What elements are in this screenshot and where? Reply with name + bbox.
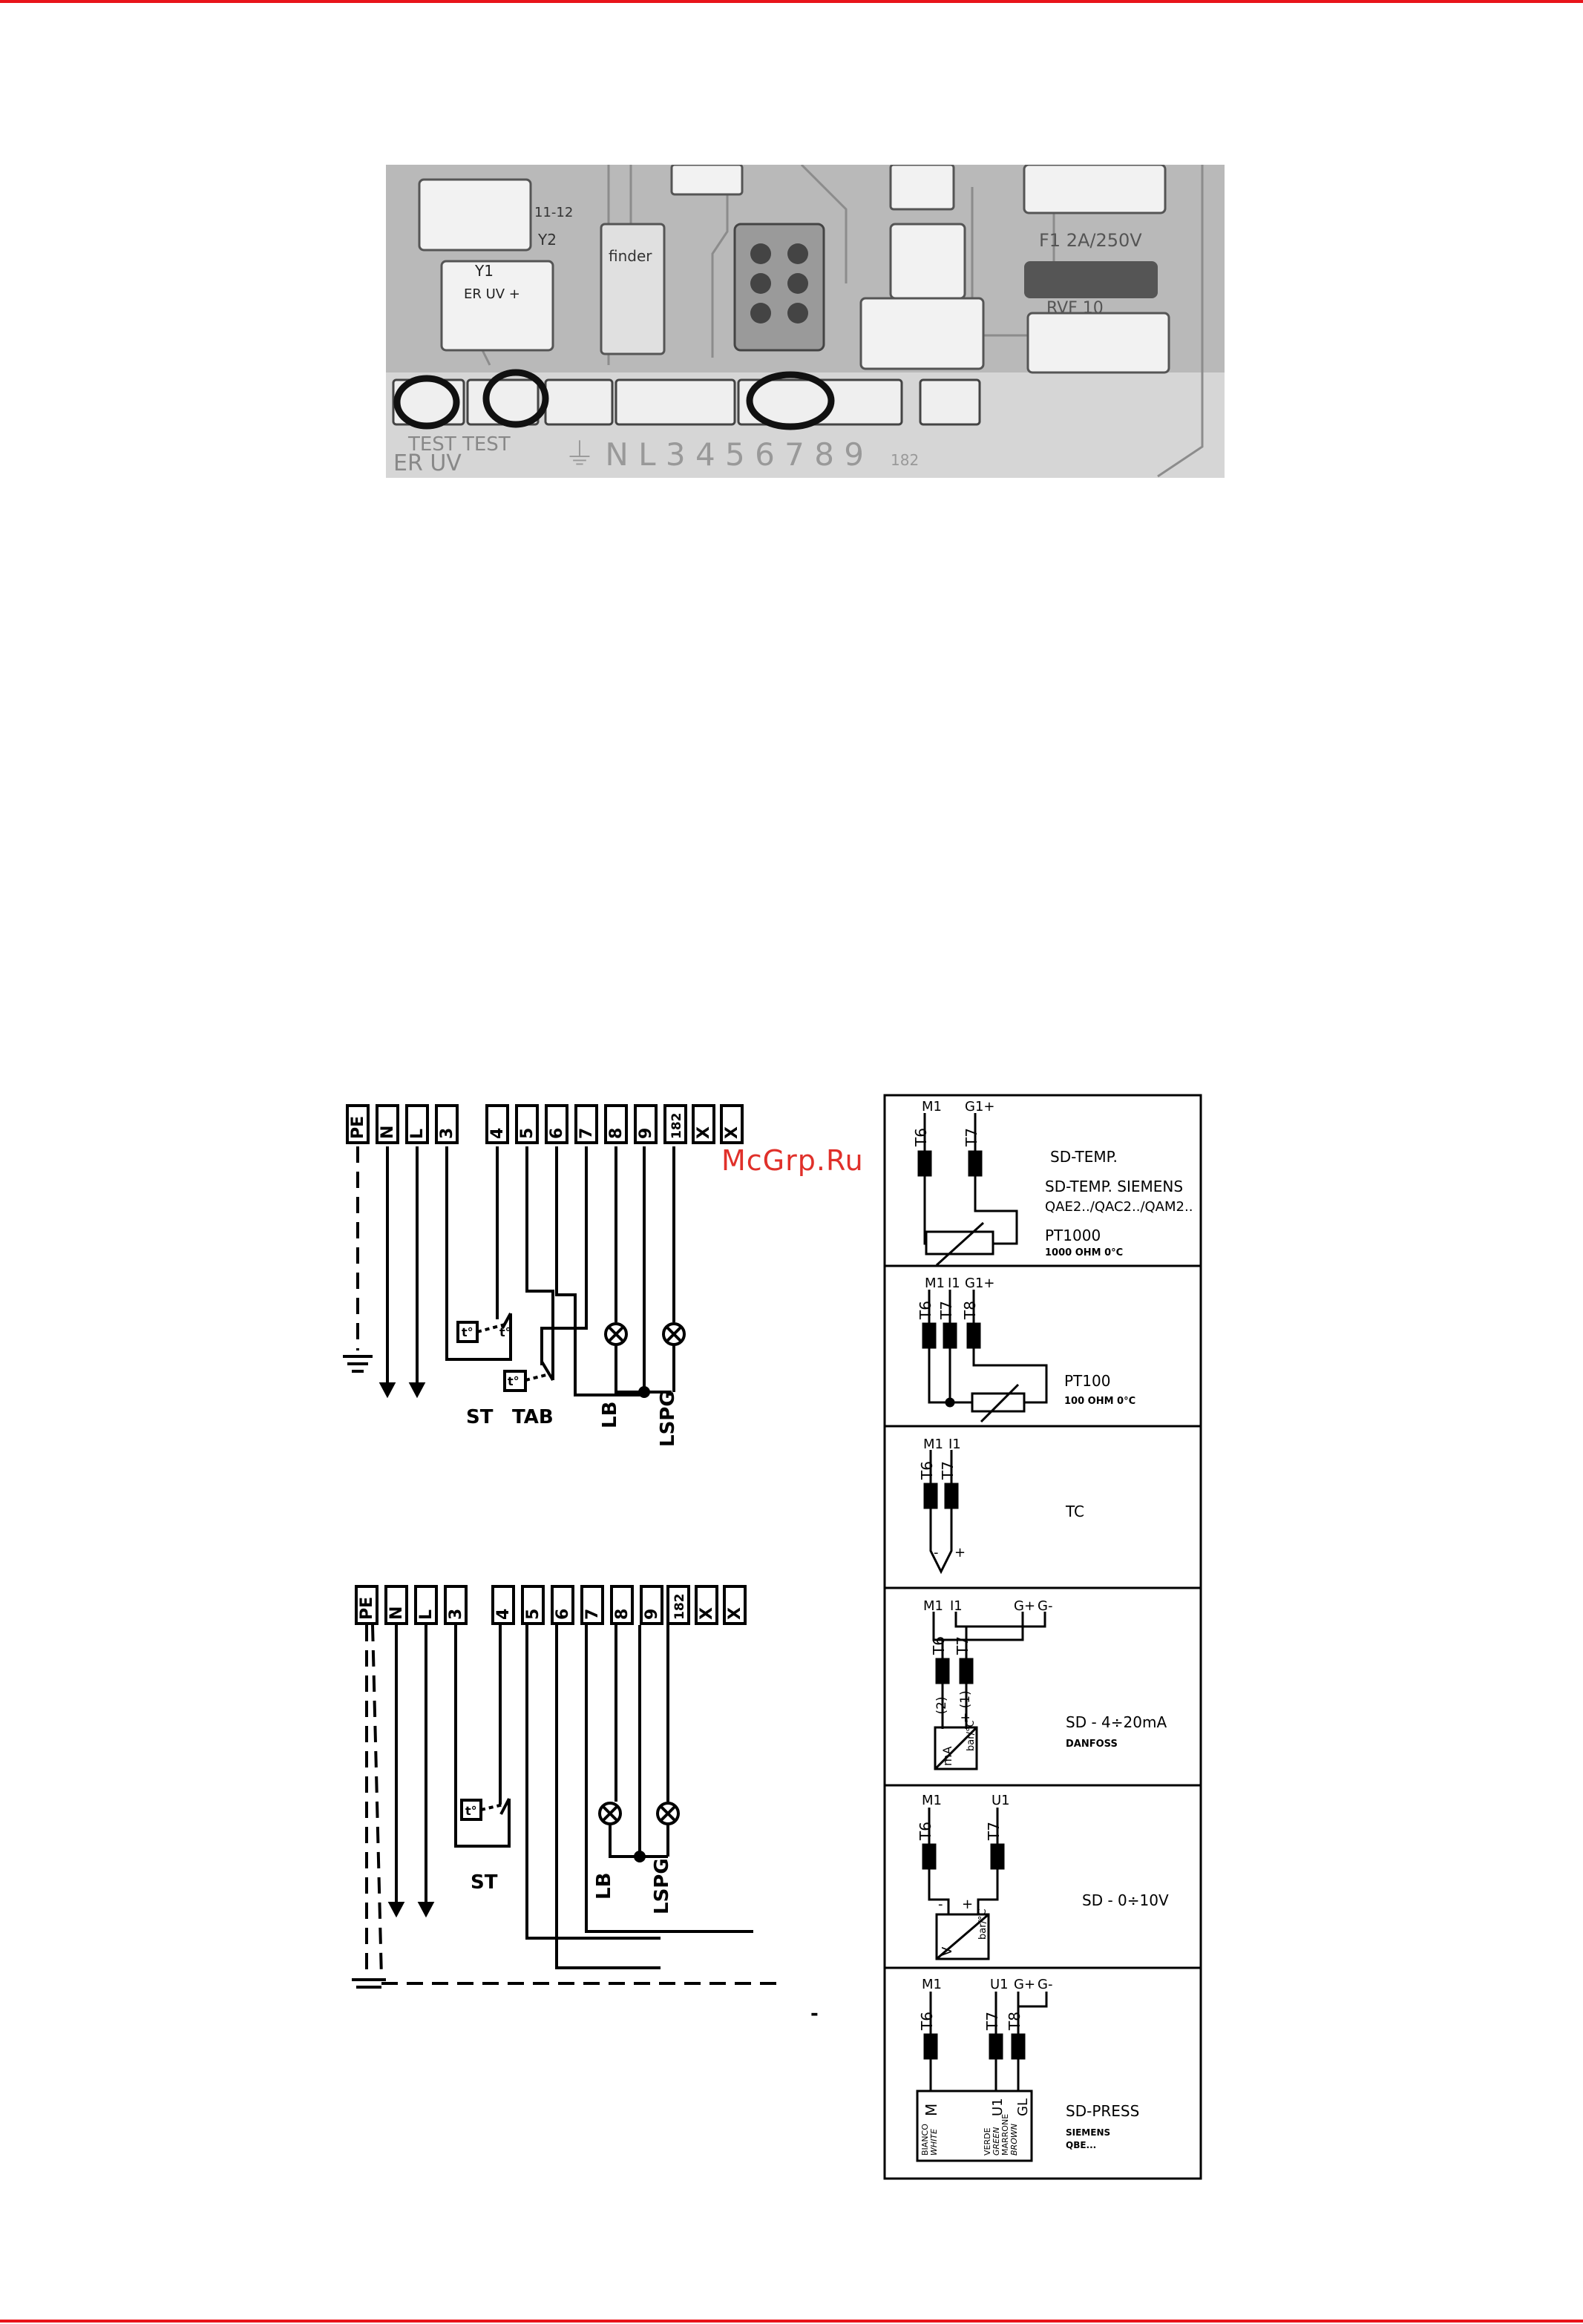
s5-minus: - bbox=[938, 1897, 943, 1912]
s1-term-g1: G1+ bbox=[965, 1099, 995, 1115]
terminal-182-label: 182 bbox=[891, 451, 920, 469]
bottom-terminal-label: 182 bbox=[672, 1593, 687, 1620]
s5-unit-bar: bar/°C bbox=[977, 1908, 989, 1940]
s2-wire-t8: T8 bbox=[961, 1301, 979, 1319]
s3-plus: + bbox=[954, 1545, 966, 1560]
bottom-terminal-label: N bbox=[387, 1606, 406, 1620]
top-terminal-label: 6 bbox=[548, 1127, 566, 1139]
s3-wire-t6: T6 bbox=[918, 1461, 936, 1480]
s1-note: 1000 OHM 0°C bbox=[1045, 1247, 1124, 1258]
s6-note: SIEMENS bbox=[1066, 2127, 1111, 2138]
s6-color-white: WHITE bbox=[929, 2128, 939, 2156]
s5-wire-t7: T7 bbox=[985, 1822, 1003, 1840]
s2-term-g1: G1+ bbox=[965, 1276, 995, 1291]
fuse-label: F1 2A/250V bbox=[1039, 230, 1142, 251]
s4-unit-bar: bar/°C bbox=[966, 1720, 977, 1751]
top-st-icon: t° bbox=[499, 1325, 511, 1339]
bottom-terminal-label: 4 bbox=[494, 1608, 513, 1620]
s5-title: SD - 0÷10V bbox=[1082, 1891, 1169, 1909]
test-label: TEST TEST bbox=[408, 433, 511, 456]
s4-pin-pos: + (1) bbox=[958, 1690, 973, 1723]
top-terminal-label: N bbox=[378, 1125, 397, 1139]
top-terminal-label: 5 bbox=[518, 1127, 537, 1139]
relay-brand-label: finder bbox=[609, 247, 652, 265]
s6-term-gplus: G+ bbox=[1014, 1977, 1036, 1992]
s6-term-m1: M1 bbox=[922, 1977, 942, 1992]
s3-title: TC bbox=[1066, 1503, 1085, 1520]
top-tab-label: TAB bbox=[512, 1406, 554, 1428]
s1-wire-t7: T7 bbox=[963, 1128, 980, 1146]
bottom-terminal-label: PE bbox=[358, 1596, 376, 1620]
s4-term-m1: M1 bbox=[923, 1598, 943, 1614]
top-terminal-label: 3 bbox=[438, 1127, 456, 1139]
top-terminal-label: X bbox=[723, 1126, 741, 1139]
bottom-terminal-label: 8 bbox=[613, 1608, 632, 1620]
s2-term-i1: I1 bbox=[948, 1276, 960, 1291]
s1-term-m1: M1 bbox=[922, 1099, 942, 1115]
s6-term-u1: U1 bbox=[990, 1977, 1009, 1992]
s4-term-gplus: G+ bbox=[1014, 1598, 1036, 1614]
bottom-terminal-label: 5 bbox=[524, 1608, 543, 1620]
s5-unit-v: V bbox=[940, 1946, 955, 1956]
rve-label: RVF 10 bbox=[1046, 299, 1104, 318]
s5-term-u1: U1 bbox=[992, 1793, 1010, 1808]
s4-unit-ma: mA bbox=[940, 1746, 954, 1766]
sensor-4-20ma bbox=[934, 1612, 1045, 1769]
er-uv-label: ER UV + bbox=[464, 286, 520, 302]
s3-term-i1: I1 bbox=[948, 1437, 961, 1452]
s4-term-gminus: G- bbox=[1038, 1598, 1053, 1614]
terminal-print-label: ⏚ N L 3 4 5 6 7 8 9 bbox=[564, 436, 865, 473]
s2-title: PT100 bbox=[1064, 1372, 1111, 1390]
s6-wire-t7: T7 bbox=[983, 2012, 1001, 2030]
s6-color-green-it: VERDE bbox=[983, 2127, 992, 2156]
wiring-top bbox=[343, 1106, 742, 1396]
bottom-terminal-label: 6 bbox=[554, 1608, 572, 1620]
bottom-terminal-label: X bbox=[698, 1607, 716, 1620]
top-terminal-label: 8 bbox=[607, 1127, 626, 1139]
top-terminal-label: 182 bbox=[669, 1112, 684, 1139]
s3-term-m1: M1 bbox=[923, 1437, 943, 1452]
top-terminal-label: 9 bbox=[637, 1127, 655, 1139]
top-terminal-label: L bbox=[408, 1128, 427, 1139]
s1-line2: SD-TEMP. SIEMENS bbox=[1045, 1178, 1184, 1195]
top-st-temp-icon: t° bbox=[462, 1325, 473, 1339]
s6-title: SD-PRESS bbox=[1066, 2102, 1140, 2120]
watermark: McGrp.Ru bbox=[721, 1144, 864, 1177]
bottom-terminal-label: 3 bbox=[447, 1608, 465, 1620]
bottom-terminal-label: 7 bbox=[583, 1608, 602, 1620]
y2-label: Y2 bbox=[538, 231, 557, 249]
s1-wire-t6: T6 bbox=[912, 1128, 930, 1146]
s3-minus: - bbox=[934, 1545, 939, 1560]
s6-term-gminus: G- bbox=[1038, 1977, 1053, 1992]
wiring-bottom bbox=[352, 1586, 779, 1987]
top-lb-label: LB bbox=[599, 1401, 621, 1428]
er-uv-bottom-label: ER UV bbox=[393, 450, 462, 476]
y2-range-label: 11-12 bbox=[534, 205, 574, 220]
s4-title: SD - 4÷20mA bbox=[1066, 1713, 1167, 1731]
s5-wire-t6: T6 bbox=[917, 1822, 934, 1840]
bottom-lspg-label: LSPG bbox=[651, 1858, 673, 1914]
top-lspg-label: LSPG bbox=[657, 1391, 679, 1447]
s6-wire-t8: T8 bbox=[1006, 2012, 1023, 2030]
s6-pin-m: M bbox=[922, 2103, 940, 2116]
s6-color-white-it: BIANCO bbox=[920, 2124, 930, 2156]
s3-wire-t7: T7 bbox=[939, 1461, 957, 1480]
bottom-terminal-label: L bbox=[417, 1609, 436, 1620]
s6-note2: QBE... bbox=[1066, 2140, 1097, 2150]
s2-wire-t6: T6 bbox=[917, 1301, 934, 1319]
s4-wire-t7: T7 bbox=[954, 1636, 971, 1655]
s6-color-brown-it: MARRONE bbox=[1000, 2113, 1010, 2156]
s2-wire-t7: T7 bbox=[937, 1301, 955, 1319]
top-st-label: ST bbox=[466, 1406, 494, 1428]
s4-note: DANFOSS bbox=[1066, 1739, 1118, 1750]
bottom-st-temp-icon: t° bbox=[465, 1804, 477, 1818]
s4-wire-t6: T6 bbox=[930, 1636, 948, 1655]
s4-pin-neg: - (2) bbox=[934, 1696, 949, 1723]
s6-pin-gl: GL bbox=[1015, 2098, 1031, 2116]
s5-term-m1: M1 bbox=[922, 1793, 942, 1808]
s4-term-i1: I1 bbox=[950, 1598, 963, 1614]
bottom-st-label: ST bbox=[471, 1871, 498, 1894]
s6-pin-u1: U1 bbox=[990, 2098, 1006, 2116]
bottom-lb-label: LB bbox=[593, 1872, 615, 1900]
s2-note: 100 OHM 0°C bbox=[1064, 1396, 1136, 1407]
s6-color-brown: BROWN bbox=[1009, 2124, 1019, 2156]
s1-line3: QAE2../QAC2../QAM2.. bbox=[1045, 1199, 1193, 1215]
top-terminal-label: 4 bbox=[488, 1127, 507, 1139]
bottom-dash: - bbox=[810, 2003, 819, 2025]
top-terminal-label: X bbox=[695, 1126, 713, 1139]
bottom-terminal-label: X bbox=[726, 1607, 744, 1620]
top-terminal-label: PE bbox=[349, 1115, 367, 1139]
s1-line4: PT1000 bbox=[1045, 1227, 1101, 1244]
y1-label: Y1 bbox=[475, 262, 494, 280]
s2-term-m1: M1 bbox=[925, 1276, 945, 1291]
bottom-terminal-label: 9 bbox=[643, 1608, 661, 1620]
top-tab-temp-icon: t° bbox=[508, 1374, 520, 1388]
s1-title: SD-TEMP. bbox=[1050, 1148, 1118, 1166]
top-terminal-label: 7 bbox=[577, 1127, 596, 1139]
s6-wire-t6: T6 bbox=[918, 2012, 936, 2030]
s5-plus: + bbox=[962, 1897, 974, 1912]
s6-color-green: GREEN bbox=[992, 2127, 1001, 2156]
